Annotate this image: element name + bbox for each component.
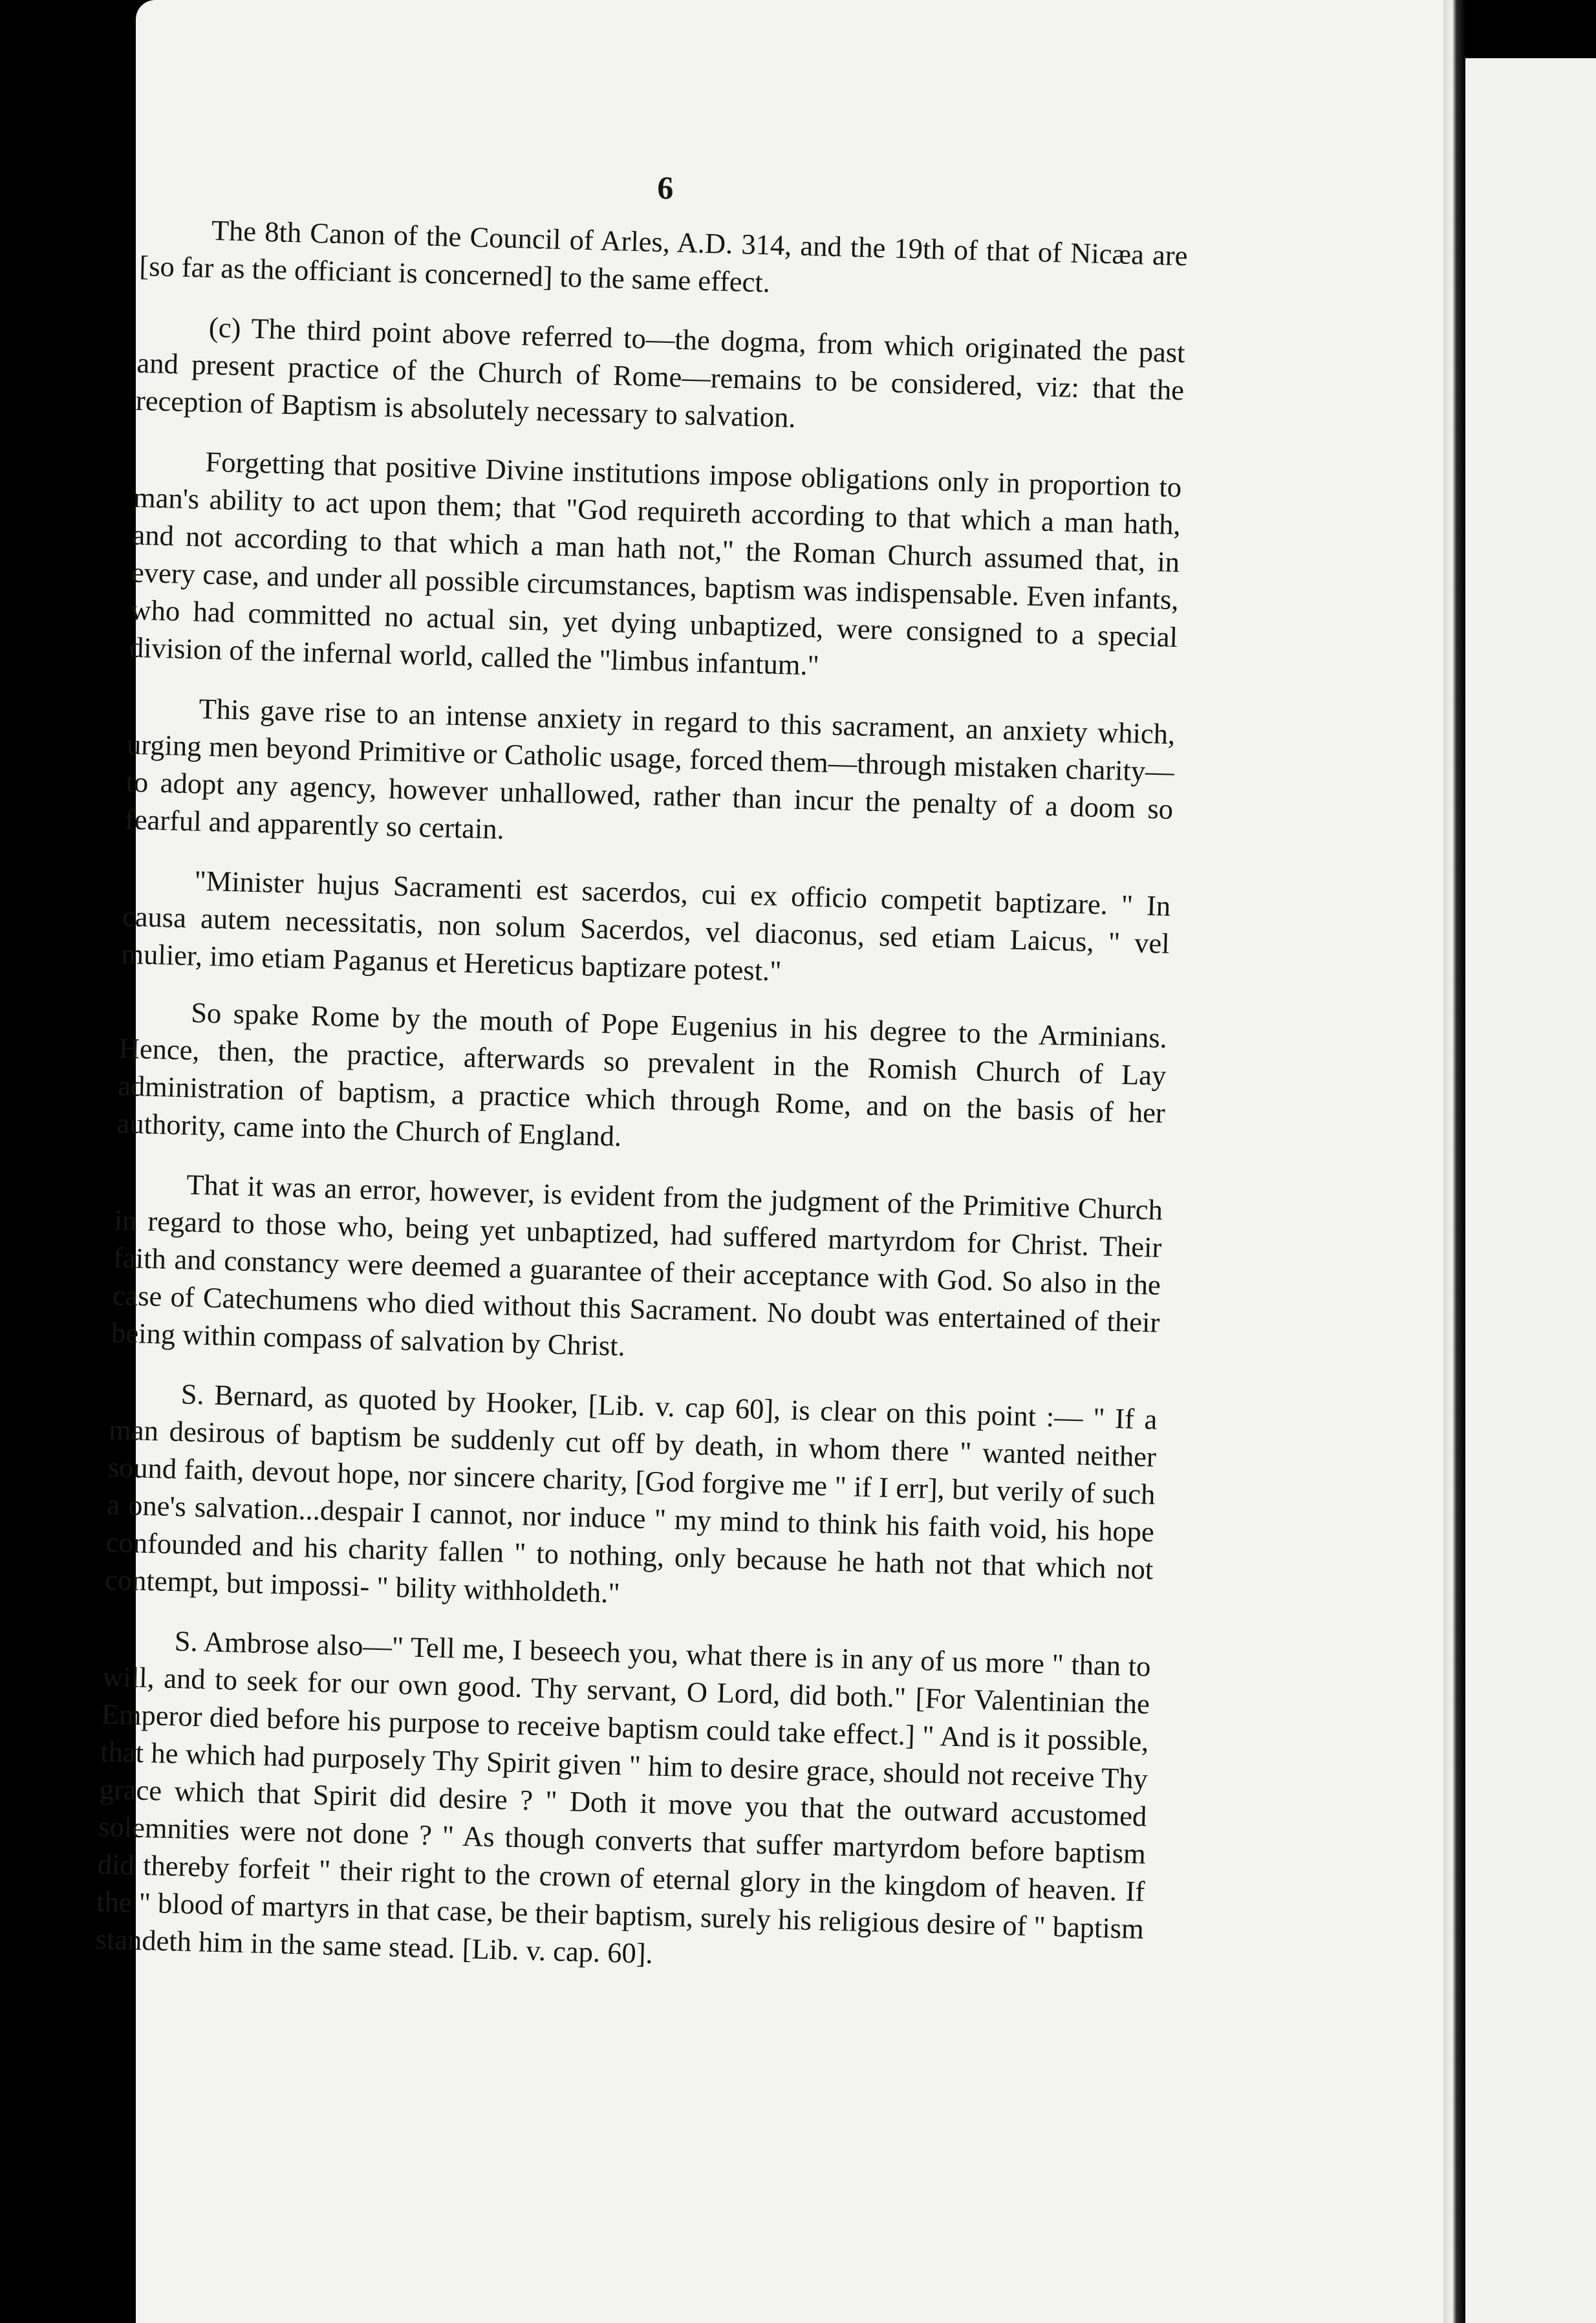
paragraph-7: That it was an error, however, is evident from the judgment of the Primitive Church in regard to those who, being yet unbaptized, had suffered martyrdom for Christ. Their faith and constancy were deemed a guarantee of their acceptance with God. So also in the case of Catechumens who died without this Sacrament. No doubt was entertained of their being within compass of salvation by Christ. <box>111 1168 1163 1363</box>
page-number: 6 <box>656 169 674 206</box>
paragraph-6: So spake Rome by the mouth of Pope Eugenius in his degree to the Arminians. Hence, then, the practice, afterwards so prevalent in the Romish Church of Lay administration of baptism, a practice which through Rome, and on the basis of her authority, came into the Church of England. <box>116 996 1168 1152</box>
book-spine <box>1443 0 1465 2323</box>
paragraph-2: (c) The third point above referred to—the dogma, from which originated the past and present practice of the Church of Rome—remains to be considered, viz: that the reception of Baptism is absolutely necessary to salvation. <box>135 310 1186 434</box>
page-text <box>94 155 1189 2007</box>
ambrose-quotation: S. Ambrose also—" Tell me, I beseech you, what there is in any of us more " than to will, and to seek for our own good. Thy servant, O Lord, did both." [For Valentinian the Emperor died before his purpose to receive baptism could take effect.] " And is it possible, that he which had purposely Thy Spirit given " him to desire grace, should not receive Thy grace which that Spirit did desire ? " Doth it move you that the outward accustomed solemnities were not done ? " As though converts that suffer martyrdom before baptism did thereby forfeit " their right to the crown of eternal glory in the kingdom of heaven. If the " blood of martyrs in that case, be their baptism, surely his religious desire of " baptism standeth him in the same stead. [Lib. v. cap. 60]. <box>95 1625 1152 1970</box>
paragraph-1: The 8th Canon of the Council of Arles, A.D. 314, and the 19th of that of Nicæa are [so far as the officiant is concerned] to the same effect. <box>138 213 1189 299</box>
paragraph-4: This gave rise to an intense anxiety in regard to this sacrament, an anxiety which, urging men beyond Primitive or Catholic usage, forced them—through mistaken charity—to adopt any agency, however unhallowed, rather than incur the penalty of a doom so fearful and apparently so certain. <box>124 692 1176 846</box>
bernard-quotation: S. Bernard, as quoted by Hooker, [Lib. v. cap 60], is clear on this point :— " If a man desirous of baptism be suddenly cut off by death, in whom there " wanted neither sound faith, devout hope, nor sincere charity, [God forgive me " if I err], but verily of such a one's salvation...despair I cannot, nor induce " my mind to think his faith void, his hope confounded and his charity fallen " to nothing, only because he hath not that which not contempt, but impossi- " bility withholdeth." <box>104 1378 1158 1610</box>
facing-page <box>1465 58 1596 2323</box>
latin-quotation: "Minister hujus Sacramenti est sacerdos, cui ex officio competit baptizare. " In causa autem necessitatis, non solum Sacerdos, vel diaconus, sed etiam Laicus, " vel mulier, imo etiam Paganus et Hereticus baptizare potest." <box>121 864 1171 988</box>
paragraph-3: Forgetting that positive Divine institutions impose obligations only in proportion to man's ability to act upon them; that "God requireth according to that which a man hath, and not according to that which a man hath not," the Roman Church assumed that, in every case, and under all possible circumstances, baptism was indispensable. Even infants, who had committed no actual sin, yet dying unbaptized, were consigned to a special division of the infernal world, called the "limbus infantum." <box>129 445 1182 682</box>
